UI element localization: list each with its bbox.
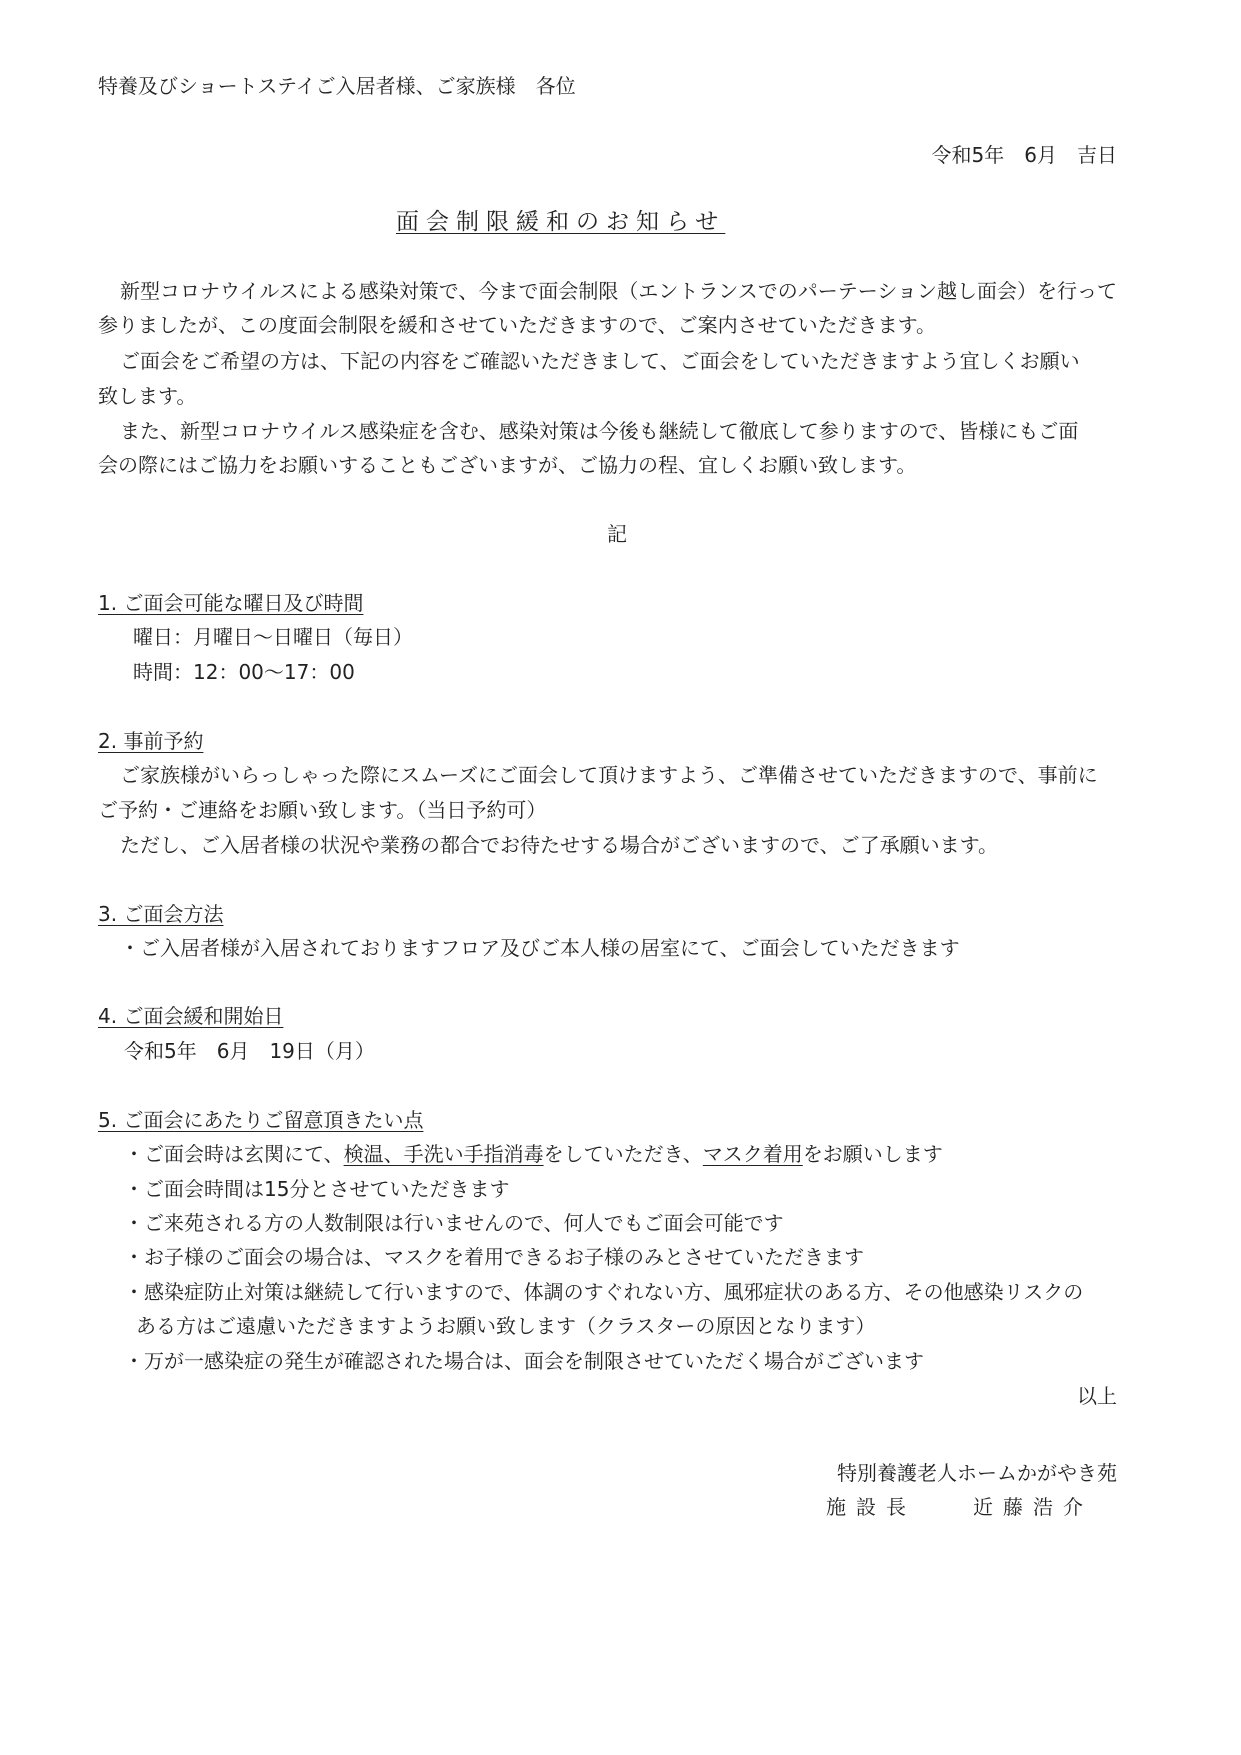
- section-5-bullet-6: ・万が一感染症の発生が確認された場合は、面会を制限させていただく場合がございます: [124, 1349, 924, 1373]
- section-5-bullet-4: ・お子様のご面会の場合は、マスクを着用できるお子様のみとさせていただきます: [124, 1245, 864, 1269]
- section-5-bullet-1: [124, 1141, 943, 1167]
- addressee: 特養及びショートステイご入居者様、ご家族様 各位: [98, 74, 576, 98]
- intro-p3-line1: また、新型コロナウイルス感染症を含む、感染対策は今後も継続して徹底して参りますので、皆様にもご面: [120, 419, 1079, 443]
- signature-facility: 特別養護老人ホームかがやき苑: [837, 1461, 1117, 1485]
- intro-p2-line2: 致します。: [98, 384, 197, 408]
- section-3-heading: 3. ご面会方法: [98, 902, 224, 926]
- bullet-1-part-e: をお願いします: [802, 1142, 943, 1166]
- section-5-bullet-2: ・ご面会時間は15分とさせていただきます: [124, 1177, 510, 1201]
- intro-p1-line2: 参りましたが、この度面会制限を緩和させていただきますので、ご案内させていただきます。: [98, 313, 936, 337]
- section-2-line2: ご予約・ご連絡をお願い致します。（当日予約可）: [98, 798, 547, 822]
- intro-p1-line1: 新型コロナウイルスによる感染対策で、今まで面会制限（エントランスでのパーテーション越し面会）を行って: [120, 279, 1117, 303]
- issue-date: 令和5年 6月 吉日: [931, 143, 1117, 167]
- section-1-time: 時間：12：00～17：00: [133, 660, 355, 684]
- bullet-1-underlined-hygiene: 検温、手洗い手指消毒: [343, 1142, 544, 1166]
- section-4-line1: 令和5年 6月 19日（月）: [124, 1039, 375, 1063]
- section-5-bullet-5-line1: ・感染症防止対策は継続して行いますので、体調のすぐれない方、風邪症状のある方、その他感染リスクの: [124, 1280, 1084, 1304]
- signature-role: 施設長: [826, 1495, 916, 1519]
- intro-p3-line2: 会の際にはご協力をお願いすることもございますが、ご協力の程、宜しくお願い致します。: [98, 453, 917, 477]
- section-1-days: 曜日：月曜日～日曜日（毎日）: [133, 625, 413, 649]
- section-2-line3: ただし、ご入居者様の状況や業務の都合でお待たせする場合がございますので、ご了承願います。: [120, 833, 998, 857]
- bullet-1-part-a: ・ご面会時は玄関にて、: [124, 1142, 344, 1166]
- closing-mark: 以上: [1077, 1384, 1117, 1408]
- ki-mark: 記: [607, 522, 627, 546]
- intro-p2-line1: ご面会をご希望の方は、下記の内容をご確認いただきまして、ご面会をしていただきますよう宜しくお願い: [120, 349, 1080, 373]
- section-4-heading: 4. ご面会緩和開始日: [98, 1004, 284, 1028]
- section-5-bullet-3: ・ご来苑される方の人数制限は行いませんので、何人でもご面会可能です: [124, 1211, 784, 1235]
- section-3-line1: ・ご入居者様が入居されておりますフロア及びご本人様の居室にて、ご面会していただきます: [120, 936, 960, 960]
- document-title: 面会制限緩和のお知らせ: [396, 209, 726, 235]
- signature-name: 近藤浩介: [973, 1495, 1093, 1519]
- section-2-heading: 2. 事前予約: [98, 729, 204, 753]
- section-5-heading: 5. ご面会にあたりご留意頂きたい点: [98, 1108, 424, 1132]
- section-5-bullet-5-line2: ある方はご遠慮いただきますようお願い致します（クラスターの原因となります）: [136, 1314, 876, 1338]
- bullet-1-part-c: をしていただき、: [543, 1142, 703, 1166]
- section-2-line1: ご家族様がいらっしゃった際にスムーズにご面会して頂けますよう、ご準備させていただきますので、事前に: [120, 763, 1098, 787]
- bullet-1-underlined-mask: マスク着用: [702, 1142, 803, 1166]
- section-1-heading: 1. ご面会可能な曜日及び時間: [98, 591, 364, 615]
